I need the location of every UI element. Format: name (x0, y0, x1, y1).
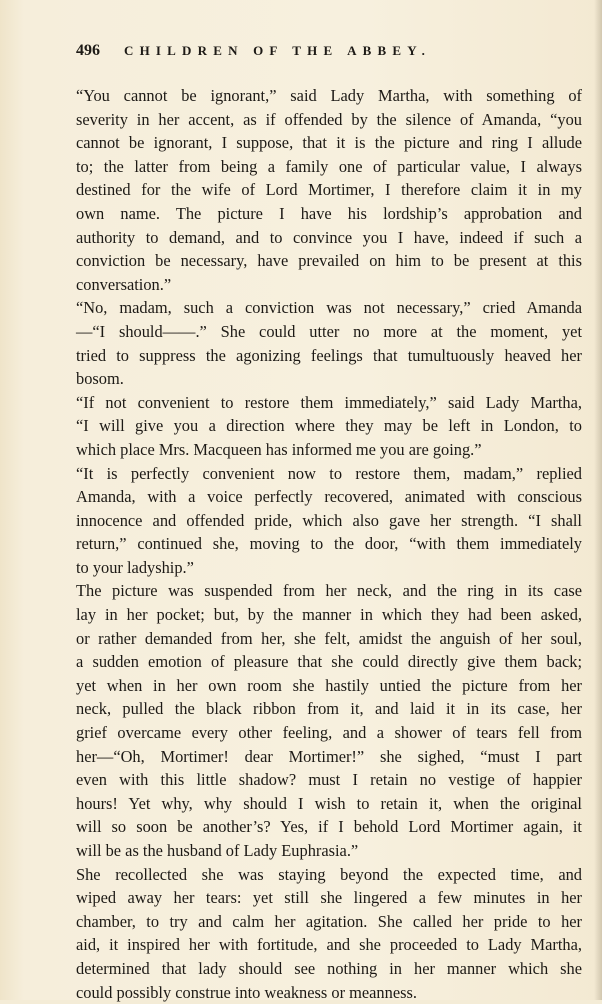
text-line: innocence and offended pride, which also gave her strength. “I shall (76, 510, 582, 530)
text-line: authority to demand, and to convince you I have, indeed if such a (76, 227, 582, 247)
text-line: grief overcame every other feeling, and a shower of tears fell from (76, 723, 582, 743)
text-line: will be as the husband of Lady Euphrasia.” (76, 841, 359, 860)
text-line: will so soon be another’s? Yes, if I behold Lord Mortimer again, it (76, 817, 582, 837)
page-number: 496 (76, 42, 100, 59)
text-line: “It is perfectly convenient now to restore them, madam,” replied (76, 463, 582, 483)
text-line: “No, madam, such a conviction was not necessary,” cried Amanda (76, 298, 582, 318)
page-edge-shadow (594, 0, 602, 1000)
text-line: She recollected she was staying beyond the expected time, and (76, 864, 582, 884)
text-line: chamber, to try and calm her agitation. She called her pride to her (76, 911, 582, 931)
text-line: “You cannot be ignorant,” said Lady Martha, with something of (76, 86, 582, 105)
text-line: bosom. (76, 369, 124, 389)
text-line: neck, pulled the black ribbon from it, and laid it in its case, her (76, 699, 582, 719)
text-line: return,” continued she, moving to the door, “with them immediately (76, 534, 582, 554)
text-line: hours! Yet why, why should I wish to retain it, when the original (76, 793, 582, 813)
text-line: to; the latter from being a family one of particular value, I always (76, 156, 582, 176)
text-line: destined for the wife of Lord Mortimer, I therefore claim it in my (76, 180, 582, 200)
text-line: even with this little shadow? must I retain no vestige of happier (76, 770, 582, 790)
text-line: —“I should——.” She could utter no more at the moment, yet (76, 321, 582, 341)
text-line: tried to suppress the agonizing feelings that tumultuously heaved her (76, 345, 582, 365)
body-text (76, 84, 582, 1004)
text-line: The picture was suspended from her neck, and the ring in its case (76, 581, 582, 601)
text-line: or rather demanded from her, she felt, amidst the anguish of her soul, (76, 628, 582, 648)
text-line: a sudden emotion of pleasure that she could directly give them back; (76, 652, 582, 672)
text-line: cannot be ignorant, I suppose, that it is the picture and ring I allude (76, 133, 582, 153)
text-line: could possibly construe into weakness or meanness. (76, 982, 417, 1002)
text-line: to your ladyship.” (76, 557, 194, 577)
text-line: “If not convenient to restore them immediately,” said Lady Martha, (76, 392, 582, 412)
page-header (76, 42, 506, 66)
text-line: severity in her accent, as if offended by the silence of Amanda, “you (76, 109, 582, 129)
text-line: her—“Oh, Mortimer! dear Mortimer!” she sighed, “must I part (76, 746, 582, 766)
text-line: which place Mrs. Macqueen has informed me you are going.” (76, 439, 482, 459)
text-line: aid, it inspired her with fortitude, and she proceeded to Lady Martha, (76, 935, 582, 955)
text-line: wiped away her tears: yet still she lingered a few minutes in her (76, 888, 582, 908)
text-line: Amanda, with a voice perfectly recovered, animated with conscious (76, 487, 582, 507)
text-line: conversation.” (76, 274, 172, 294)
text-line: lay in her pocket; but, by the manner in which they had been asked, (76, 605, 582, 625)
text-line: yet when in her own room she hastily untied the picture from her (76, 675, 582, 695)
text-line: “I will give you a direction where they may be left in London, to (76, 416, 582, 436)
text-line: determined that lady should see nothing in her manner which she (76, 958, 582, 978)
text-line: conviction be necessary, have prevailed on him to be present at this (76, 251, 582, 271)
running-title: CHILDREN OF THE ABBEY. (124, 43, 432, 58)
text-line: own name. The picture I have his lordship’s approbation and (76, 203, 582, 223)
